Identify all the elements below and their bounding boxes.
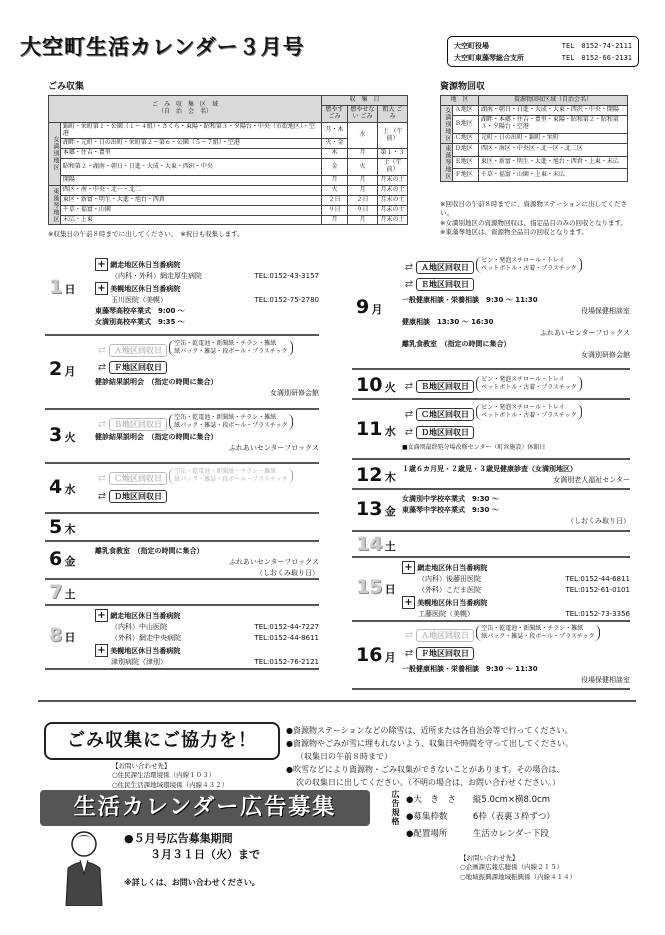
hospital-tel: TEL:0152-43-3157 — [254, 272, 319, 280]
table-cell: Ｃ地区 — [452, 133, 478, 143]
note-line: ●吹雪などにより資源物・ごみ収集ができないことがあります。その場合は、 — [286, 765, 565, 774]
group-label: 東藻琴地区 — [441, 143, 453, 181]
note-line: ※東藻琴地区は、資源物全品目の回収となります。 — [440, 228, 588, 237]
table-cell: 湖畔・元町・日の出町・栄町第２～第６・公園（５～７組）・空港 — [60, 139, 321, 149]
collection-badge: Ｃ地区回収日 — [416, 408, 474, 421]
coop-contact — [112, 762, 282, 790]
table-cell: 火 — [322, 185, 348, 195]
day-weekday: 月 — [64, 365, 76, 378]
hospital-heading: 網走地区休日当番病院 — [110, 261, 181, 269]
day-number: 10 — [356, 374, 383, 396]
recycle-icon: ⇄ — [97, 491, 107, 502]
day-number: 14 — [356, 533, 383, 555]
event-text: １歳６カ月児・２歳児・３歳児健康診査（女満別地区） — [402, 465, 577, 473]
collection-badge: Ｆ地区回収日 — [416, 647, 474, 660]
day-16 — [352, 624, 630, 690]
recycle-icon: ⇄ — [404, 262, 414, 273]
day-10 — [352, 372, 630, 400]
table-cell: 月 — [322, 215, 348, 225]
recycle-icon: ⇄ — [97, 473, 107, 484]
table-cell: 水 — [348, 122, 378, 149]
coop-title-box — [44, 722, 280, 760]
day-14 — [352, 534, 630, 558]
day-number: 15 — [356, 576, 383, 598]
contact-line: ○企画課広報広聴係（内線２１５） — [460, 863, 564, 872]
day-weekday: 水 — [64, 483, 76, 496]
collection-badge: Ｄ地区回収日 — [416, 426, 474, 439]
table-cell: 千草・福富・山園 — [60, 205, 321, 215]
day-weekday: 火 — [384, 381, 396, 394]
table-cell: 月・木 — [322, 122, 348, 139]
day-11 — [352, 402, 630, 460]
day-weekday: 水 — [384, 425, 396, 438]
ad-spec-label: 広告規格 — [391, 790, 400, 826]
table-cell: 月 — [348, 215, 378, 225]
event-text: ■女満別最終処分場改修センター（町営施設）休館日 — [402, 444, 546, 451]
collection-badge: Ｅ地区回収日 — [416, 278, 474, 291]
event-text: 健診結果説明会 （指定の時間に集合） — [95, 433, 218, 441]
day-5 — [45, 516, 319, 542]
recycle-table — [440, 95, 628, 182]
day-8 — [45, 608, 319, 670]
event-text: （しおくみ取り日） — [567, 517, 630, 525]
contact-label: 【お問い合わせ先】 — [460, 854, 519, 862]
recycle-col-desc: 資源物回収区域（自治会名） — [478, 96, 627, 106]
table-cell: 月末の土 — [378, 185, 408, 195]
event-venue: 女満別老人福祉センター — [553, 476, 630, 484]
day-number: 2 — [49, 358, 63, 380]
collection-badge: Ｄ地区回収日 — [109, 490, 167, 503]
hospital-name: 玉川医院（美幌） — [111, 296, 167, 304]
spec-line: ●募集枠数 6枠（表裏３枠ずつ） — [406, 812, 555, 822]
note-line: 次の収集日に出してください。（不明の場合は、お問い合わせください。） — [296, 778, 560, 787]
collection-badge: Ｂ地区回収日 — [416, 380, 474, 393]
event-text: 健康相談 13:30 ～ 16:30 — [402, 318, 494, 326]
spec-line: ●配置場所 生活カレンダー下段 — [406, 829, 549, 839]
recycle-col-area: 地 区 — [441, 96, 479, 106]
recycle-icon: ⇄ — [97, 345, 107, 356]
table-cell: 月 — [348, 185, 378, 195]
recycle-icon: ⇄ — [404, 279, 414, 290]
hospital-tel: TEL:0152-76-2121 — [254, 658, 319, 666]
garbage-col-area: ご み 収 集 区 域 （自 治 会 名） — [49, 96, 322, 123]
ad-specs — [406, 792, 555, 843]
table-cell: 土 （午前） — [378, 122, 408, 149]
table-cell: 月 — [348, 149, 378, 159]
recycle-icon: ⇄ — [97, 419, 107, 430]
table-cell: 月末の土 — [378, 176, 408, 186]
recycle-icon: ⇄ — [97, 362, 107, 373]
day-weekday: 土 — [384, 540, 396, 553]
divider — [38, 700, 636, 702]
collection-badge: Ａ地区回収日 — [109, 344, 167, 357]
day-weekday: 日 — [64, 631, 76, 644]
cross-icon: + — [402, 561, 415, 574]
event-text: 東藻琴中学校卒業式 9:30 ～ — [402, 506, 499, 514]
table-cell: ９日 — [322, 205, 348, 215]
event-venue: ふれあいセンターフロックス — [539, 329, 630, 337]
coop-notes — [286, 724, 634, 789]
table-cell: 月 — [348, 176, 378, 186]
note-line: （収集日の午前８時まで） — [296, 752, 392, 761]
hospital-tel: TEL:0152-44-7227 — [254, 623, 319, 631]
hospital-heading: 美幌地区休日当番病院 — [110, 285, 181, 293]
recycle-icon: ⇄ — [404, 630, 414, 641]
cross-icon: + — [95, 258, 108, 271]
event-text: 女満別中学校卒業式 9:30 ～ — [402, 495, 499, 503]
ad-banner-text: 生活カレンダー広告募集 — [73, 795, 337, 820]
ad-more: ※詳しくは、お問い合わせください。 — [124, 878, 260, 887]
table-cell: 錦町・栄町第１・公園（１～４組）・さくら・東陽・昭和第３・夕陽台・中央（市街地区）・空港 — [60, 122, 321, 139]
ad-period: ３月３１日（火）まで — [150, 848, 260, 861]
table-cell: 千草・福富・山園・上東・末広 — [478, 169, 627, 182]
day-13 — [352, 492, 630, 532]
contact-tel: TEL 0152-74-2111 — [561, 42, 632, 50]
event-text: 女満別高校卒業式 9:35 ～ — [95, 318, 185, 326]
contact-tel: TEL 0152-66-2131 — [561, 54, 632, 62]
contact-line: ○住民生活課地域環境係（内線４３２） — [112, 780, 229, 789]
table-cell: Ｆ地区 — [452, 169, 478, 182]
event-text: 東藻琴高校卒業式 9:00 ～ — [95, 307, 185, 315]
table-cell: 金 — [322, 159, 348, 176]
contact-line: ○住民課生活環境係（内線１０３） — [112, 771, 216, 780]
day-2 — [45, 338, 319, 410]
recycle-icon: ⇄ — [404, 409, 414, 420]
items-bracket: ビン・発泡スチロール・トレイ ペットボトル・古着・プラスチック — [476, 376, 582, 392]
table-cell: 東区・新富・明生・大進・旭台・西倉・上東・末広 — [478, 156, 627, 169]
cross-icon: + — [95, 644, 108, 657]
garbage-col-days: 収 集 日 — [322, 96, 408, 106]
note-line: ●資源物ステーションなどの除雪は、近所または各自治会等で行ってください。 — [286, 726, 573, 735]
day-number: 4 — [49, 476, 63, 498]
hospital-name: （内科）後藤田医院 — [418, 575, 481, 583]
day-15 — [352, 560, 630, 622]
hospital-name: （内科・外科）網走厚生病院 — [111, 272, 202, 280]
day-number: 9 — [356, 296, 370, 318]
collection-badge: Ｂ地区回収日 — [109, 418, 167, 431]
hospital-name: 工藤医院（美幌） — [418, 610, 474, 618]
hospital-tel: TEL:0152-44-8611 — [254, 634, 319, 642]
table-cell: 土（午前） — [378, 159, 408, 176]
event-text: 一般健康相談・栄養相談 9:30 ～ 11:30 — [402, 296, 538, 304]
contact-line: ○地域振興課地域振興係（内線４１４） — [460, 872, 577, 881]
table-cell: 火 — [348, 159, 378, 176]
items-bracket: 空缶・乾電池・新聞紙・チラシ・雑紙 紙パック・雑誌・段ボール・プラスチック — [169, 340, 292, 356]
ad-contact — [460, 854, 630, 882]
table-cell: 第１・３ — [378, 149, 408, 159]
table-cell: 月末の土 — [378, 215, 408, 225]
hospital-tel: TEL:0152-75-2780 — [254, 296, 319, 304]
day-3 — [45, 412, 319, 464]
table-cell: 開陽 — [60, 176, 321, 186]
hospital-heading: 美幌地区休日当番病院 — [110, 647, 181, 655]
table-cell: 本郷・住吉・豊里 — [60, 149, 321, 159]
table-cell: 月 — [322, 176, 348, 186]
items-bracket: 空缶・乾電池・新聞紙・チラシ・雑紙 紙パック・雑誌・段ボール・プラスチック — [169, 414, 292, 430]
coop-title: ごみ収集にご協力を！ — [67, 730, 257, 751]
day-6 — [45, 544, 319, 580]
event-venue: 女満別研修会館 — [581, 351, 630, 359]
table-cell: Ｅ地区 — [452, 156, 478, 169]
hospital-name: （内科）中山医院 — [111, 623, 167, 631]
event-text: （しおくみ取り日） — [256, 569, 319, 577]
cross-icon: + — [95, 282, 108, 295]
table-cell: Ａ地区 — [452, 105, 478, 115]
collection-badge: Ｆ地区回収日 — [109, 361, 167, 374]
day-weekday: 土 — [64, 588, 76, 601]
table-cell: 東区・新富・明生・大進・旭台・西倉 — [60, 195, 321, 205]
col-large: 粗大 ごみ — [378, 105, 408, 122]
items-bracket: 空缶・乾電池・新聞紙・チラシ・雑紙 紙パック・雑誌・段ボール・プラスチック — [476, 625, 599, 641]
items-bracket: 空缶・乾電池・新聞紙・チラシ・雑紙 紙パック・雑誌・段ボール・プラスチック — [169, 468, 292, 484]
note-line: ●資源物やごみが雪に埋もれないよう、収集日や時間を守って出してください。 — [286, 739, 573, 748]
items-bracket: ビン・発泡スチロール・トレイ ペットボトル・古着・プラスチック — [476, 257, 582, 273]
table-cell: ９日 — [348, 205, 378, 215]
event-venue: 女満別研修会館 — [270, 389, 319, 397]
event-text: 離乳食教室 （指定の時間に集合） — [402, 340, 511, 348]
table-cell: ２日 — [348, 195, 378, 205]
table-cell: Ｂ地区 — [452, 116, 478, 133]
cross-icon: + — [95, 609, 108, 622]
group-label: 女満別地区 — [441, 105, 453, 143]
recycle-icon: ⇄ — [404, 427, 414, 438]
recycle-icon: ⇄ — [404, 381, 414, 392]
day-number: 5 — [49, 516, 63, 538]
day-9 — [352, 256, 630, 370]
event-text: 一般健康相談・栄養相談 9:30 ～ 11:30 — [402, 665, 538, 673]
day-number: 8 — [49, 624, 63, 646]
col-nonburn: 燃やせない ごみ — [348, 105, 378, 122]
day-number: 11 — [356, 418, 383, 440]
person-illustration — [58, 828, 110, 906]
table-cell: 湖南・朝日・日進・大成・大東・西沢・中央・開陽 — [478, 105, 627, 115]
table-cell: 末広・上東 — [60, 215, 321, 225]
day-weekday: 金 — [64, 555, 76, 568]
day-weekday: 日 — [384, 583, 396, 596]
event-text: 健診結果説明会 （指定の時間に集合） — [95, 378, 218, 386]
table-cell: 月末の土 — [378, 205, 408, 215]
day-7 — [45, 582, 319, 606]
garbage-heading: ごみ収集 — [48, 82, 85, 92]
note-line: ※女満別地区の資源物回収は、指定品目のみの回収となります。 — [440, 218, 627, 227]
collection-badge: Ｃ地区回収日 — [109, 472, 167, 485]
day-1 — [45, 256, 319, 336]
day-weekday: 金 — [384, 505, 396, 518]
recycle-icon: ⇄ — [404, 648, 414, 659]
note-line: ※回収日の午前８時までに、資源物ステーションに出してください。 — [440, 200, 628, 218]
event-venue: 役場保健相談室 — [581, 676, 630, 684]
hospital-name: 津別病院（津別） — [111, 658, 167, 666]
table-cell: 木 — [322, 149, 348, 159]
day-4 — [45, 466, 319, 514]
garbage-note: ※収集日の午前８時までに出してください。 ※祝日も収集します。 — [48, 230, 244, 238]
day-weekday: 月 — [384, 651, 396, 664]
table-cell: 月末の土 — [378, 195, 408, 205]
day-weekday: 日 — [64, 283, 76, 296]
group-label: 女満別地区 — [49, 122, 61, 185]
items-bracket: ビン・発泡スチロール・トレイ ペットボトル・古着・プラスチック — [476, 404, 582, 420]
day-number: 13 — [356, 498, 383, 520]
contact-name: 大空町役場 — [454, 42, 489, 50]
table-cell: 西区・南区・中央区・北一区・北二区 — [478, 143, 627, 156]
event-venue: ふれあいセンターフロックス — [228, 558, 319, 566]
hospital-heading: 網走地区休日当番病院 — [110, 612, 181, 620]
hospital-name: （外科）こだま医院 — [418, 586, 481, 594]
event-venue: ふれあいセンターフロックス — [228, 444, 319, 452]
recycle-notes — [440, 200, 630, 238]
day-number: 16 — [356, 644, 383, 666]
table-cell: ２日 — [322, 195, 348, 205]
event-venue: 役場保健相談室 — [581, 307, 630, 315]
day-number: 12 — [356, 464, 383, 486]
page-title: 大空町生活カレンダー３月号 — [20, 35, 305, 59]
collection-badge: Ａ地区回収日 — [416, 629, 474, 642]
day-number: 7 — [49, 581, 63, 603]
day-12 — [352, 462, 630, 490]
contact-box — [447, 36, 639, 67]
ad-banner — [40, 790, 370, 826]
ad-period-title: ●５月号広告募集期間 — [124, 832, 233, 845]
table-cell: 火・金 — [322, 139, 348, 149]
day-number: 3 — [49, 424, 63, 446]
col-burn: 燃やす ごみ — [322, 105, 348, 122]
hospital-heading: 美幌地区休日当番病院 — [417, 599, 488, 607]
table-cell: 西区・南・中央・北一・北二 — [60, 185, 321, 195]
table-cell: 昭和第２・湖南・朝日・日進・大成・大東・西沢・中央 — [60, 159, 321, 176]
table-cell: Ｄ地区 — [452, 143, 478, 156]
day-number: 1 — [49, 276, 63, 298]
garbage-table — [48, 95, 408, 225]
day-weekday: 木 — [64, 523, 76, 536]
contact-name: 大空町東藻琴総合支所 — [454, 54, 524, 62]
event-text: 離乳食教室 （指定の時間に集合） — [95, 547, 204, 555]
hospital-heading: 網走地区休日当番病院 — [417, 564, 488, 572]
day-weekday: 木 — [384, 471, 396, 484]
group-label: 東藻琴地区 — [49, 185, 61, 225]
hospital-tel: TEL:0152-73-3356 — [565, 610, 630, 618]
table-cell: 元町・日の出町・錦町・栄町 — [478, 133, 627, 143]
contact-label: 【お問い合わせ先】 — [112, 762, 171, 770]
day-number: 6 — [49, 548, 63, 570]
spec-line: ●大 き さ 縦5.0cm×横8.0cm — [406, 795, 550, 805]
table-cell: 湖畔・本郷・住吉・豊里・東陽・昭和第２・昭和第３・夕陽台・空港 — [478, 116, 627, 133]
day-weekday: 月 — [371, 303, 383, 316]
recycle-heading: 資源物回収 — [440, 82, 486, 92]
cross-icon: + — [402, 596, 415, 609]
hospital-name: （外科）網走中央病院 — [111, 634, 181, 642]
hospital-tel: TEL:0152-44-6811 — [565, 575, 630, 583]
collection-badge: Ａ地区回収日 — [416, 261, 474, 274]
day-weekday: 火 — [64, 431, 76, 444]
hospital-tel: TEL:0152-61-0101 — [565, 586, 630, 594]
